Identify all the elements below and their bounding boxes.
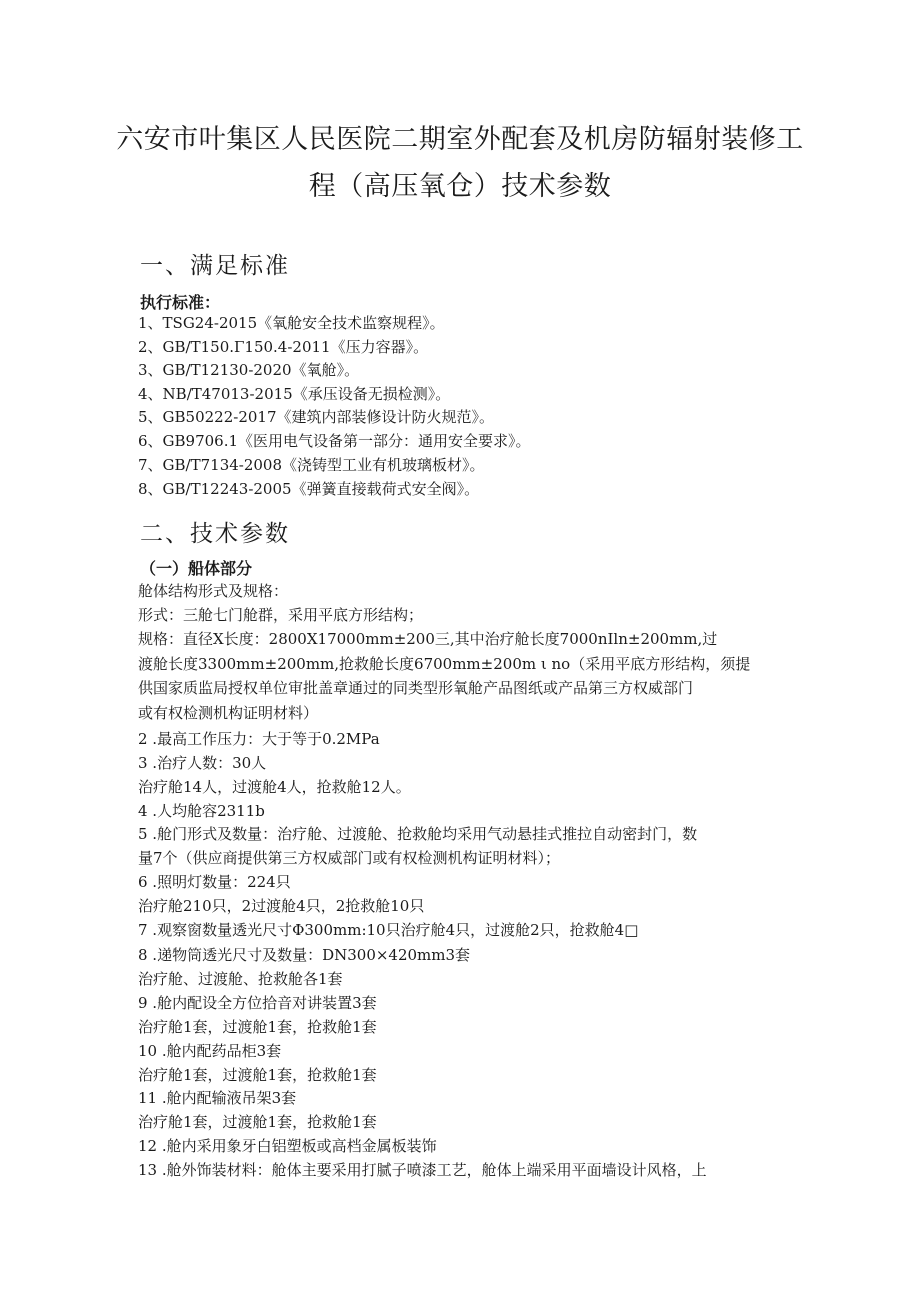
- parameter-line: 5 .舱门形式及数量：治疗舱、过渡舱、抢救舱均采用气动悬挂式推拉自动密封门，数: [138, 825, 698, 843]
- parameter-line: 6 .照明灯数量：224只: [138, 873, 291, 891]
- hull-section-subheading: （一）船体部分: [140, 559, 253, 578]
- standard-item: 6、GB9706.1《医用电气设备第一部分：通用安全要求》。: [138, 432, 531, 450]
- parameter-line: 治疗舱、过渡舱、抢救舱各1套: [138, 970, 343, 988]
- parameter-line: 治疗舱1套，过渡舱1套，抢救舱1套: [138, 1113, 377, 1131]
- parameter-line: 11 .舱内配输液吊架3套: [138, 1089, 297, 1107]
- parameter-line: 渡舱长度3300mm±200mm,抢救舱长度6700mm±200m ι no（采用平底方形结构，须提: [138, 655, 751, 673]
- parameter-line: 3 .治疗人数：30人: [138, 754, 267, 772]
- parameter-line: 舱体结构形式及规格：: [138, 582, 289, 600]
- parameter-line: 或有权检测机构证明材料）: [138, 704, 319, 722]
- parameter-line: 2 .最高工作压力：大于等于0.2MPa: [138, 730, 380, 748]
- parameter-line: 治疗舱14人，过渡舱4人，抢救舱12人。: [138, 778, 411, 796]
- parameter-line: 规格：直径X长度：2800X17000mm±200三,其中治疗舱长度7000nIln±200mm,过: [138, 630, 718, 648]
- parameter-line: 4 .人均舱容2311b: [138, 802, 265, 820]
- parameter-line: 治疗舱210只，2过渡舱4只，2抢救舱10只: [138, 897, 425, 915]
- parameter-line: 供国家质监局授权单位审批盖章通过的同类型形氧舱产品图纸或产品第三方权威部门: [138, 679, 694, 697]
- standard-item: 4、NB/T47013-2015《承压设备无损检测》。: [138, 385, 451, 403]
- parameter-line: 10 .舱内配药品柜3套: [138, 1042, 282, 1060]
- standard-item: 8、GB/T12243-2005《弹簧直接载荷式安全阀》。: [138, 480, 480, 498]
- parameter-line: 治疗舱1套，过渡舱1套，抢救舱1套: [138, 1018, 377, 1036]
- standard-item: 3、GB/T12130-2020《氧舱》。: [138, 361, 360, 379]
- document-title-line-2: 程（高压氧仓）技术参数: [308, 171, 612, 202]
- parameter-line: 7 .观察窗数量透光尺寸Φ300mm:10只治疗舱4只，过渡舱2只，抢救舱4□: [138, 921, 639, 939]
- standard-item: 7、GB/T7134-2008《浇铸型工业有机玻璃板材》。: [138, 456, 485, 474]
- document-title-line-1: 六安市叶集区人民医院二期室外配套及机房防辐射装修工: [116, 124, 804, 155]
- parameter-line: 13 .舱外饰装材料：舱体主要采用打腻子喷漆工艺，舱体上端采用平面墙设计风格，上: [138, 1161, 707, 1179]
- standard-item: 1、TSG24-2015《氧舱安全技术监察规程》。: [138, 314, 445, 332]
- section-heading-standards: 一、满足标准: [140, 253, 290, 279]
- parameter-line: 形式：三舱七门舱群，采用平底方形结构；: [138, 606, 424, 624]
- standard-item: 2、GB/T150.Γ150.4-2011《压力容器》。: [138, 338, 429, 356]
- parameter-line: 12 .舱内采用象牙白铝塑板或高档金属板装饰: [138, 1137, 437, 1155]
- parameter-line: 8 .递物筒透光尺寸及数量：DN300×420mm3套: [138, 946, 471, 964]
- standard-item: 5、GB50222-2017《建筑内部装修设计防火规范》。: [138, 408, 495, 426]
- parameter-line: 9 .舱内配设全方位拾音对讲装置3套: [138, 994, 377, 1012]
- parameter-line: 量7个（供应商提供第三方权威部门或有权检测机构证明材料）；: [138, 849, 561, 867]
- standards-subheading: 执行标准：: [140, 293, 221, 312]
- section-heading-technical-parameters: 二、技术参数: [140, 521, 290, 547]
- parameter-line: 治疗舱1套，过渡舱1套，抢救舱1套: [138, 1066, 377, 1084]
